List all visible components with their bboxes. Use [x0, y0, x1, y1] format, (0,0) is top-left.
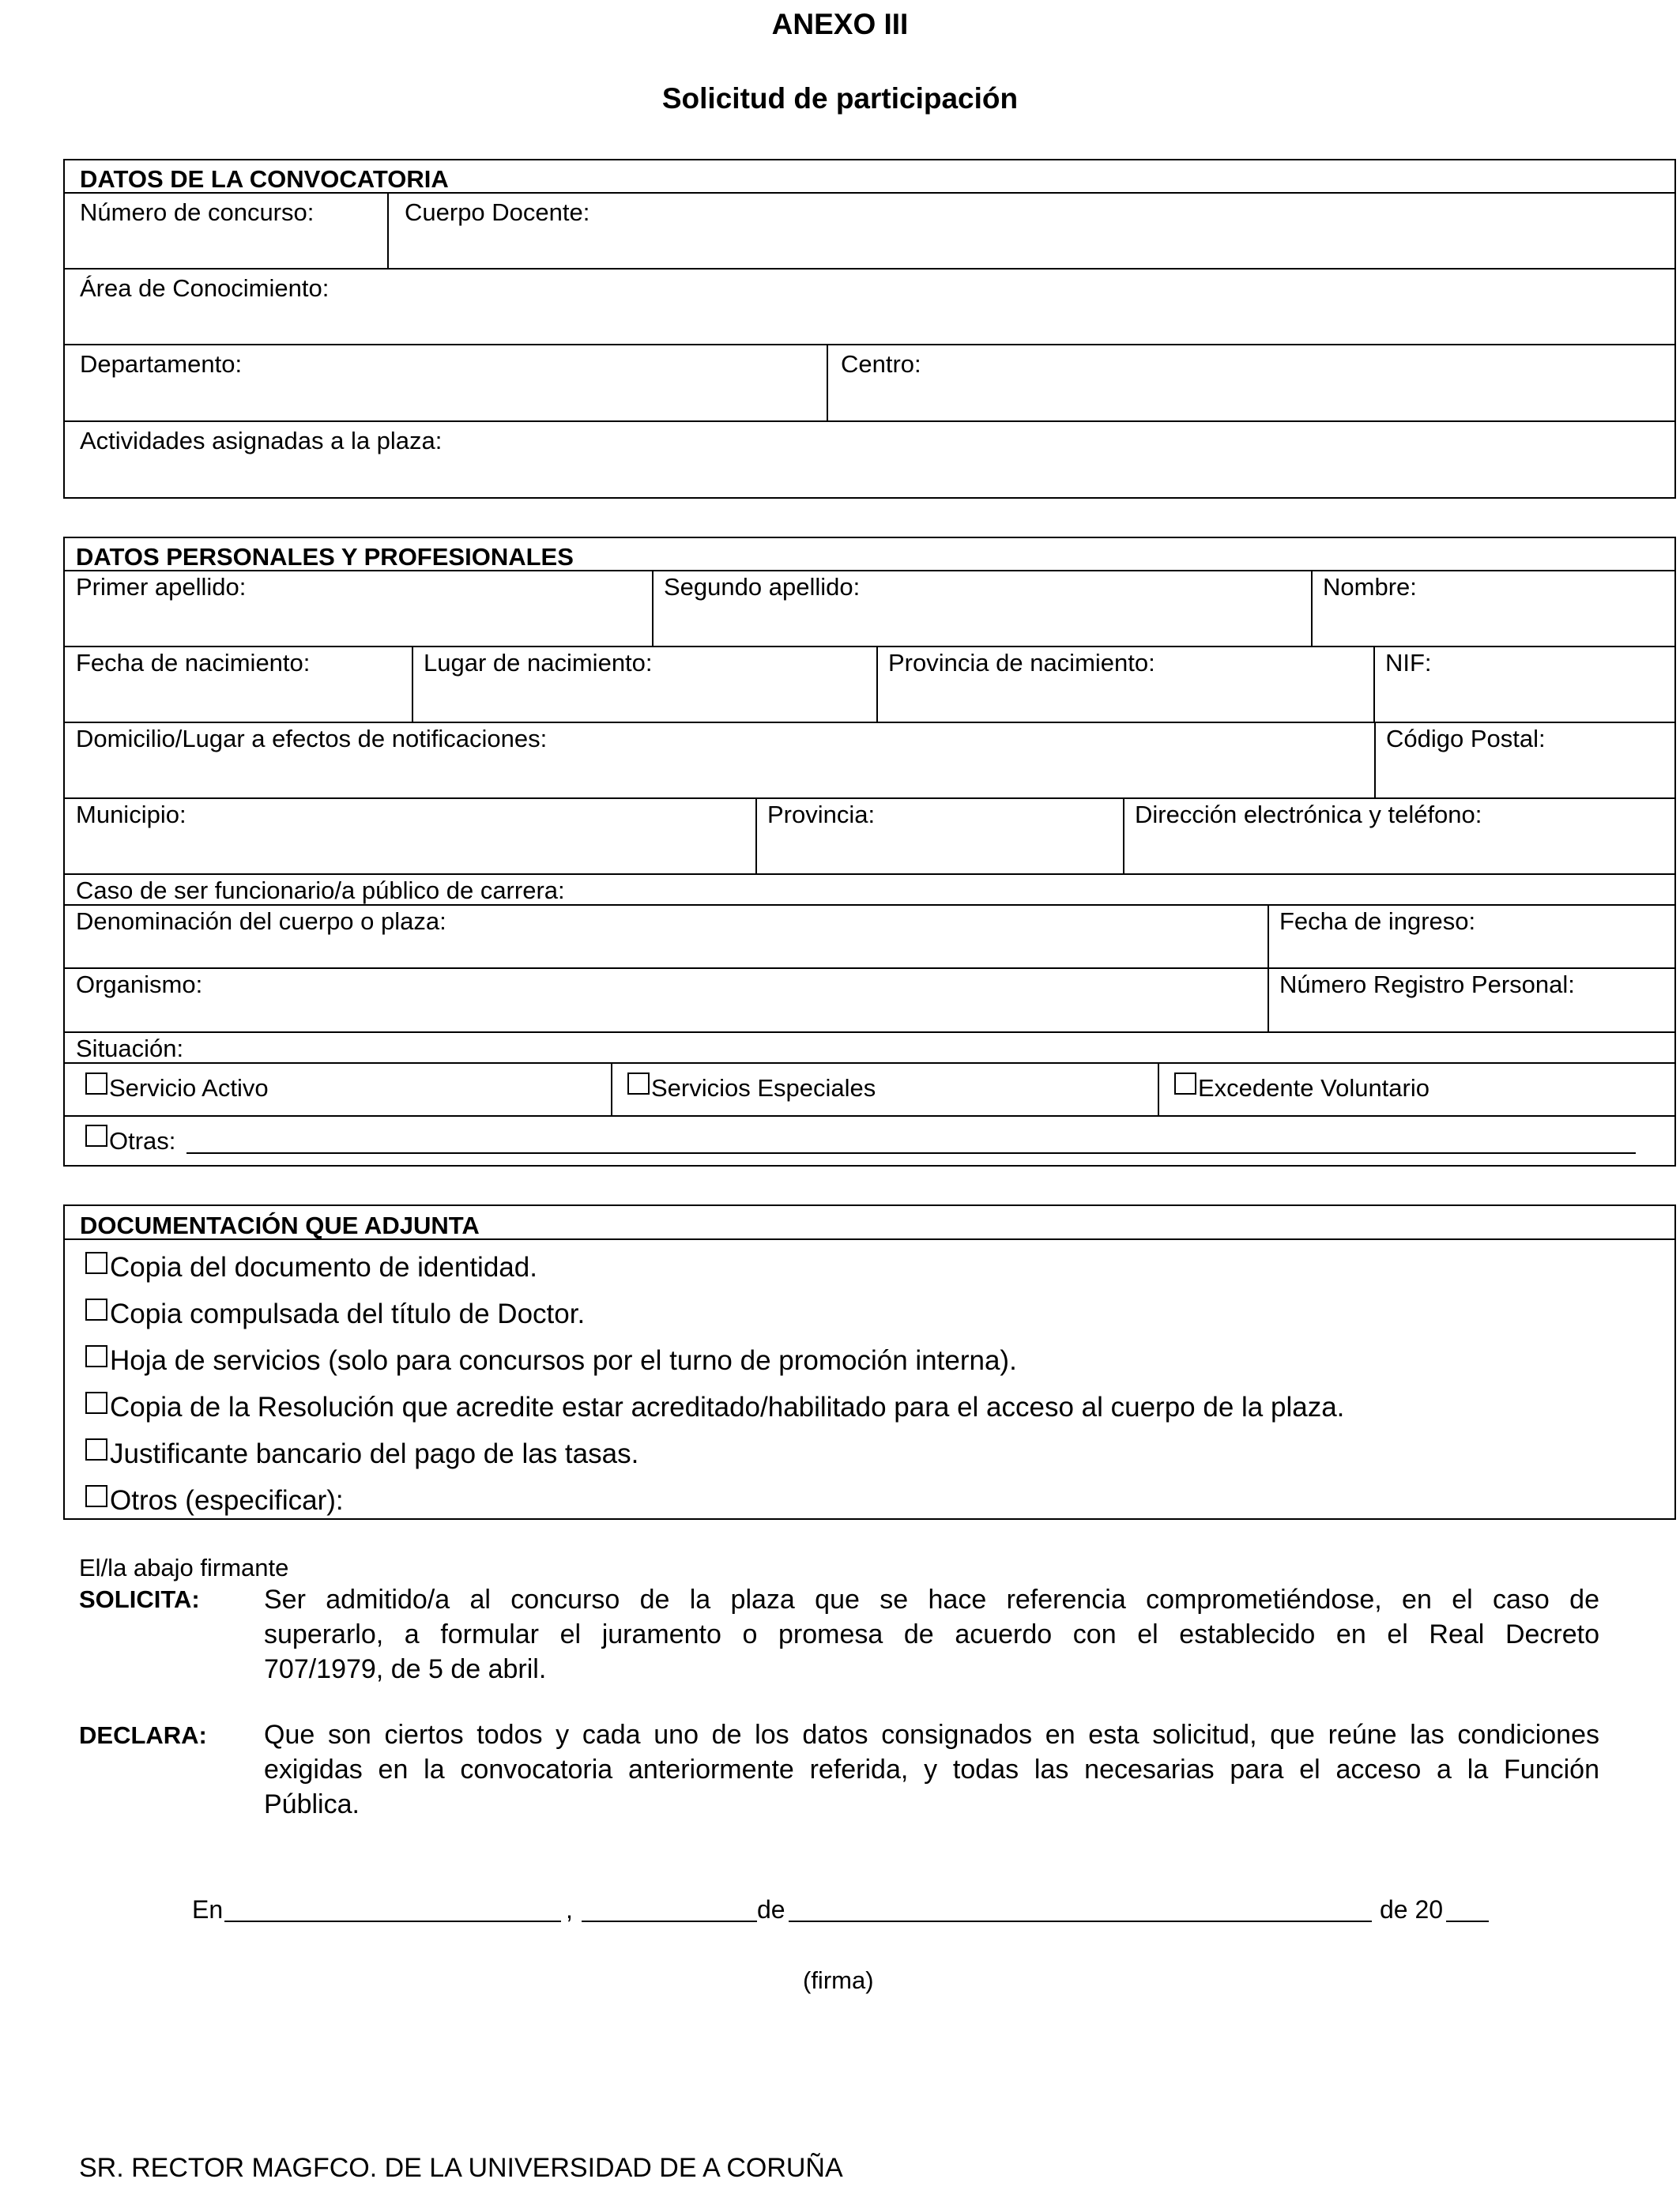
fecha-ingreso-field[interactable]: Fecha de ingreso:: [1279, 907, 1476, 935]
otras-label: Otras:: [109, 1127, 176, 1155]
nif-field[interactable]: NIF:: [1385, 649, 1432, 677]
doc-otros-checkbox[interactable]: [85, 1485, 107, 1507]
doc-item: Copia compulsada del título de Doctor.: [110, 1299, 586, 1329]
firma-dia-blank[interactable]: [582, 1921, 757, 1922]
solicita-line: 707/1979, de 5 de abril.: [264, 1654, 547, 1684]
primer-apellido-field[interactable]: Primer apellido:: [76, 573, 247, 601]
excedente-checkbox[interactable]: [1174, 1072, 1196, 1095]
doc-item: Justificante bancario del pago de las tasas.: [110, 1438, 639, 1469]
situacion-label: Situación:: [76, 1035, 184, 1062]
provincia-field[interactable]: Provincia:: [767, 801, 876, 828]
convocatoria-section: [63, 159, 1676, 499]
firma-mes-blank[interactable]: [789, 1921, 1372, 1922]
numero-concurso-field[interactable]: Número de concurso:: [80, 198, 315, 226]
registro-personal-field[interactable]: Número Registro Personal:: [1279, 971, 1575, 998]
excedente-label: Excedente Voluntario: [1198, 1074, 1430, 1102]
recipient-footer: SR. RECTOR MAGFCO. DE LA UNIVERSIDAD DE A CORUÑA: [79, 2153, 843, 2183]
firma-en-label: En: [192, 1895, 224, 1924]
personales-heading: DATOS PERSONALES Y PROFESIONALES: [76, 543, 574, 571]
documentacion-heading: DOCUMENTACIÓN QUE ADJUNTA: [80, 1212, 480, 1239]
otras-blank-line[interactable]: [186, 1152, 1636, 1154]
municipio-field[interactable]: Municipio:: [76, 801, 186, 828]
segundo-apellido-field[interactable]: Segundo apellido:: [664, 573, 861, 601]
declara-line: Pública.: [264, 1789, 360, 1819]
firmante-intro: El/la abajo firmante: [79, 1554, 289, 1581]
centro-field[interactable]: Centro:: [841, 350, 921, 378]
servicios-especiales-label: Servicios Especiales: [651, 1074, 876, 1102]
provincia-nacimiento-field[interactable]: Provincia de nacimiento:: [888, 649, 1155, 677]
direccion-field[interactable]: Dirección electrónica y teléfono:: [1135, 801, 1482, 828]
servicios-especiales-checkbox[interactable]: [627, 1072, 650, 1095]
firma-year-blank[interactable]: [1446, 1921, 1489, 1922]
convocatoria-heading: DATOS DE LA CONVOCATORIA: [80, 165, 449, 193]
declara-label: DECLARA:: [79, 1721, 207, 1749]
doc-item: Hoja de servicios (solo para concursos por el turno de promoción interna).: [110, 1345, 1017, 1376]
funcionario-label: Caso de ser funcionario/a público de carrera:: [76, 876, 565, 904]
area-conocimiento-field[interactable]: Área de Conocimiento:: [80, 274, 330, 302]
doc-hoja-servicios-checkbox[interactable]: [85, 1345, 107, 1367]
departamento-field[interactable]: Departamento:: [80, 350, 243, 378]
domicilio-field[interactable]: Domicilio/Lugar a efectos de notificaciones:: [76, 725, 548, 752]
otras-checkbox[interactable]: [85, 1125, 107, 1147]
nombre-field[interactable]: Nombre:: [1323, 573, 1417, 601]
doc-item: Copia del documento de identidad.: [110, 1252, 537, 1283]
organismo-field[interactable]: Organismo:: [76, 971, 203, 998]
firma-year-label: de 20: [1380, 1895, 1444, 1924]
doc-identidad-checkbox[interactable]: [85, 1252, 107, 1274]
personales-section: [63, 537, 1676, 1167]
firma-lugar-blank[interactable]: [224, 1921, 561, 1922]
documentacion-section: [63, 1204, 1676, 1520]
firma-label: (firma): [803, 1966, 874, 1994]
cuerpo-docente-field[interactable]: Cuerpo Docente:: [405, 198, 590, 226]
actividades-field[interactable]: Actividades asignadas a la plaza:: [80, 427, 443, 454]
declara-line: Que son ciertos todos y cada uno de los datos consignados en esta solicitud, que reúne las condiciones: [264, 1720, 1599, 1750]
doc-item: Copia de la Resolución que acredite estar acreditado/habilitado para el acceso al cuerpo de la plaza.: [110, 1392, 1345, 1423]
doc-resolucion-checkbox[interactable]: [85, 1392, 107, 1414]
codigo-postal-field[interactable]: Código Postal:: [1386, 725, 1546, 752]
denominacion-field[interactable]: Denominación del cuerpo o plaza:: [76, 907, 446, 935]
servicio-activo-checkbox[interactable]: [85, 1072, 107, 1095]
lugar-nacimiento-field[interactable]: Lugar de nacimiento:: [424, 649, 653, 677]
declara-line: exigidas en la convocatoria anteriormente referida, y todas las necesarias para el acceso a la Función: [264, 1755, 1599, 1785]
annex-title: ANEXO III: [771, 8, 909, 40]
firma-comma: ,: [566, 1895, 573, 1924]
doc-titulo-checkbox[interactable]: [85, 1299, 107, 1321]
solicita-line: superarlo, a formular el juramento o promesa de acuerdo con el establecido en el Real Decreto: [264, 1619, 1599, 1649]
doc-justificante-checkbox[interactable]: [85, 1438, 107, 1461]
fecha-nacimiento-field[interactable]: Fecha de nacimiento:: [76, 649, 311, 677]
servicio-activo-label: Servicio Activo: [109, 1074, 269, 1102]
firma-de-label: de: [757, 1895, 785, 1924]
declara-text: [264, 1717, 1599, 1822]
solicita-text: [264, 1582, 1599, 1687]
solicita-label: SOLICITA:: [79, 1585, 200, 1613]
solicita-line: Ser admitido/a al concurso de la plaza que se hace referencia comprometiéndose, en el caso de: [264, 1585, 1599, 1615]
form-subtitle: Solicitud de participación: [661, 82, 1019, 115]
doc-item: Otros (especificar):: [110, 1485, 344, 1516]
